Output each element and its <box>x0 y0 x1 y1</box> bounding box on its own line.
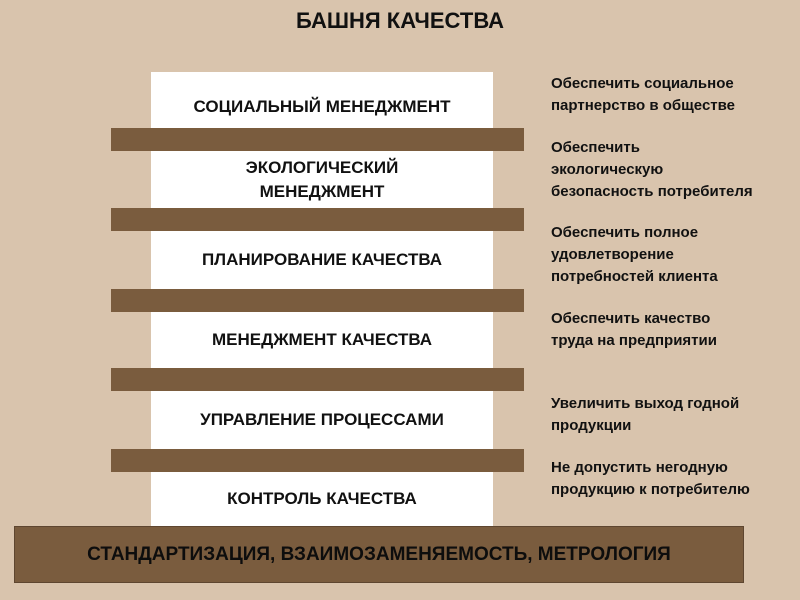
goal-social: Обеспечить социальное партнерство в обществе <box>551 75 735 114</box>
tower-beam-4 <box>111 368 524 391</box>
goal-planning: Обеспечить полное удовлетворение потребностей клиента <box>551 224 718 285</box>
level-quality-planning: ПЛАНИРОВАНИЕ КАЧЕСТВА <box>201 250 443 269</box>
level-process-control: УПРАВЛЕНИЕ ПРОЦЕССАМИ <box>200 410 444 429</box>
level-quality-management: МЕНЕДЖМЕНТ КАЧЕСТВА <box>211 330 433 349</box>
foundation-bar: СТАНДАРТИЗАЦИЯ, ВЗАИМОЗАМЕНЯЕМОСТЬ, МЕТРОЛОГИЯ <box>14 526 744 583</box>
tower-beam-2 <box>111 208 524 231</box>
goal-control: Не допустить негодную продукцию к потребителю <box>551 459 750 498</box>
tower-beam-1 <box>111 128 524 151</box>
level-social-management: СОЦИАЛЬНЫЙ МЕНЕДЖМЕНТ <box>193 97 451 116</box>
goal-ecological: Обеспечить экологическую безопасность потребителя <box>551 139 753 200</box>
diagram-title: БАШНЯ КАЧЕСТВА <box>295 8 504 33</box>
level-quality-control: КОНТРОЛЬ КАЧЕСТВА <box>227 489 417 508</box>
tower-beam-3 <box>111 289 524 312</box>
goal-process: Увеличить выход годной продукции <box>551 395 740 434</box>
level-ecological-management: ЭКОЛОГИЧЕСКИЙ МЕНЕДЖМЕНТ <box>245 157 399 201</box>
goal-management: Обеспечить качество труда на предприятии <box>551 310 717 349</box>
tower-beam-5 <box>111 449 524 472</box>
